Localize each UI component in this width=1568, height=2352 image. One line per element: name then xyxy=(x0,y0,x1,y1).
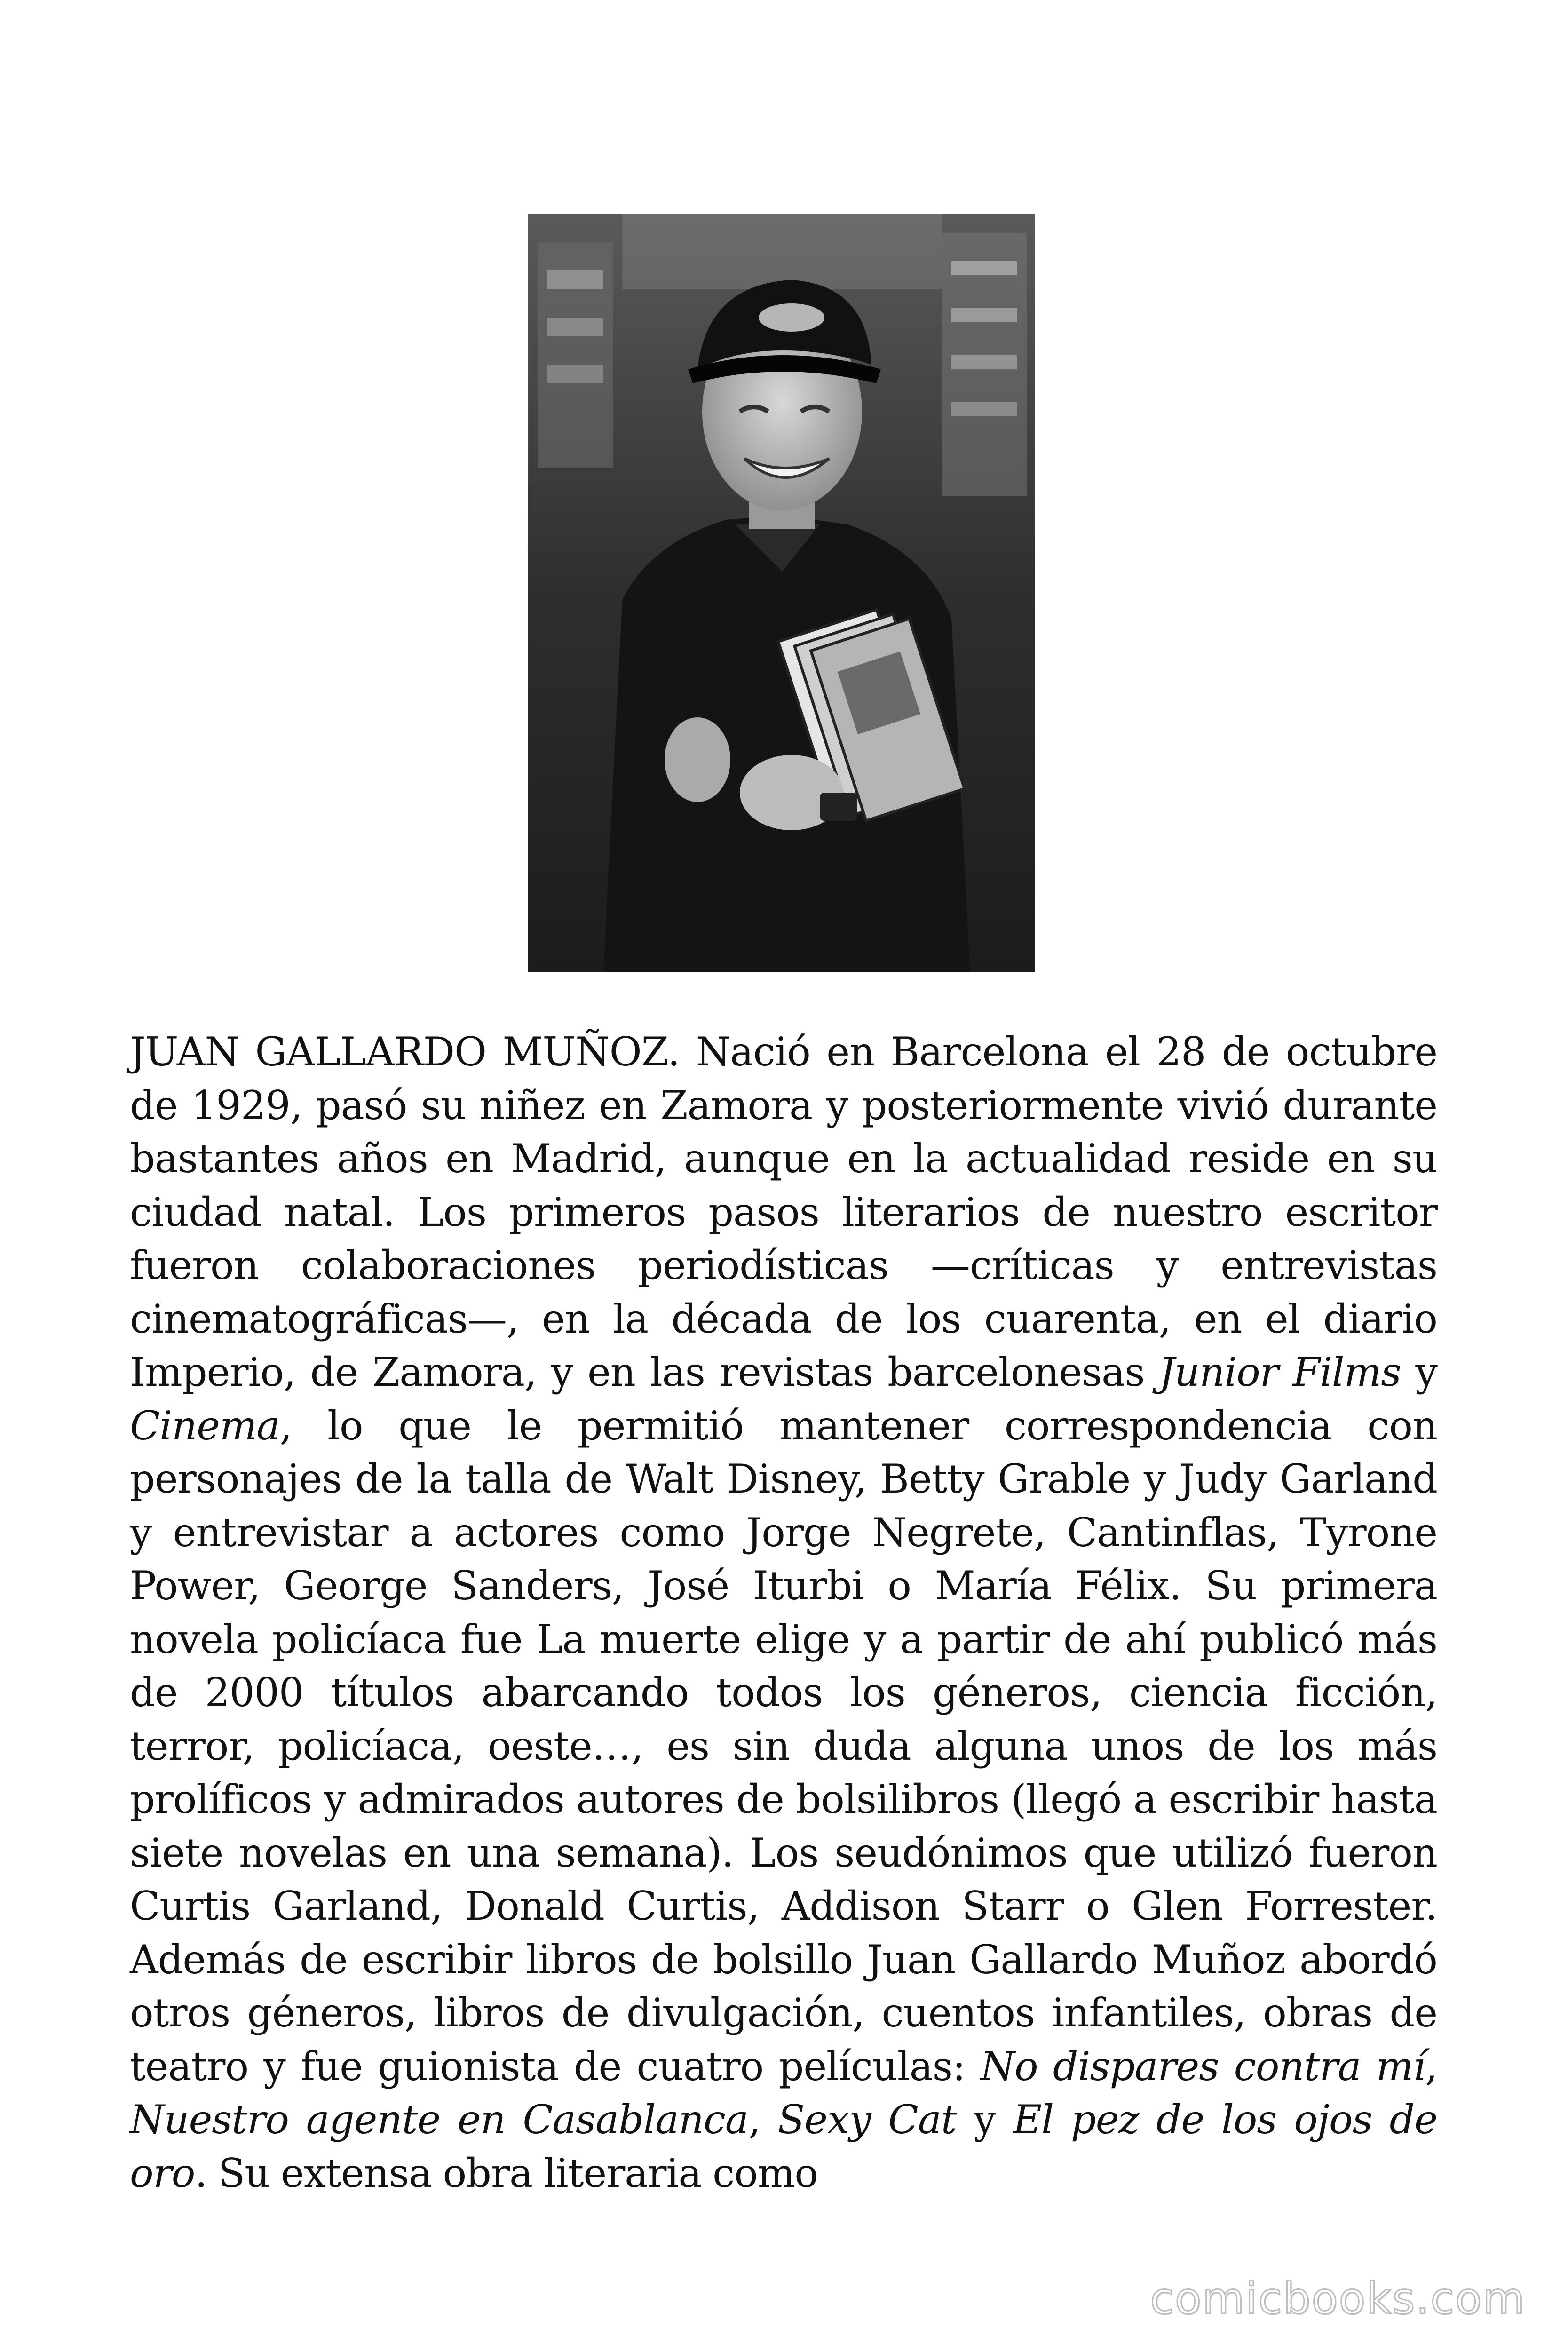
film-title: Nuestro agente en Casablanca xyxy=(130,2097,748,2143)
bio-text: JUAN GALLARDO MUÑOZ. Nació en Barcelona el 28 de octubre de 1929, pasó su niñez en Zamora y posteriormente vivió durante bastantes años en Madrid, aunque en la actualidad reside en su ciudad natal. Los primeros pasos literarios de nuestro escritor fueron colaboraciones periodísticas —críticas y entrevistas cinematográficas—, en la década de los cuarenta, en el diario Imperio, de Zamora, y en las revistas barcelonesas xyxy=(130,1029,1437,1395)
author-portrait-image xyxy=(528,214,1035,972)
bio-text: , xyxy=(1425,2043,1437,2090)
bio-text: y xyxy=(1401,1349,1437,1395)
film-title: El pez de los ojos de oro xyxy=(130,2097,1437,2196)
bio-text: y xyxy=(956,2097,1013,2143)
bio-text: , xyxy=(748,2097,778,2143)
author-photo xyxy=(528,214,1035,972)
magazine-title: Junior Films xyxy=(1159,1349,1401,1395)
bio-text: , lo que le permitió mantener correspondencia con personajes de la talla de Walt Disney, Betty Grable y Judy Garland y entrevistar a actores como Jorge Negrete, Cantinflas, Tyrone Power, George Sanders, José Iturbi o María Félix. Su primera novela policíaca fue La muerte elige y a partir de ahí publicó más de 2000 títulos abarcando todos los géneros, ciencia ficción, terror, policíaca, oeste…, es sin duda alguna unos de los más prolíficos y admirados autores de bolsilibros (llegó a escribir hasta siete novelas en una semana). Los seudónimos que utilizó fueron Curtis Garland, Donald Curtis, Addison Starr o Glen Forrester. Además de escribir libros de bolsillo Juan Gallardo Muñoz abordó otros géneros, libros de divulgación, cuentos infantiles, obras de teatro y fue guionista de cuatro películas: xyxy=(130,1402,1437,2090)
bio-text: . Su extensa obra literaria como xyxy=(195,2150,818,2196)
film-title: No dispares contra mí xyxy=(980,2043,1425,2090)
magazine-title: Cinema xyxy=(130,1402,280,1449)
film-title: Sexy Cat xyxy=(777,2097,957,2143)
author-biography xyxy=(130,1025,1437,2200)
site-watermark: comicbooks.com xyxy=(1150,2273,1526,2324)
